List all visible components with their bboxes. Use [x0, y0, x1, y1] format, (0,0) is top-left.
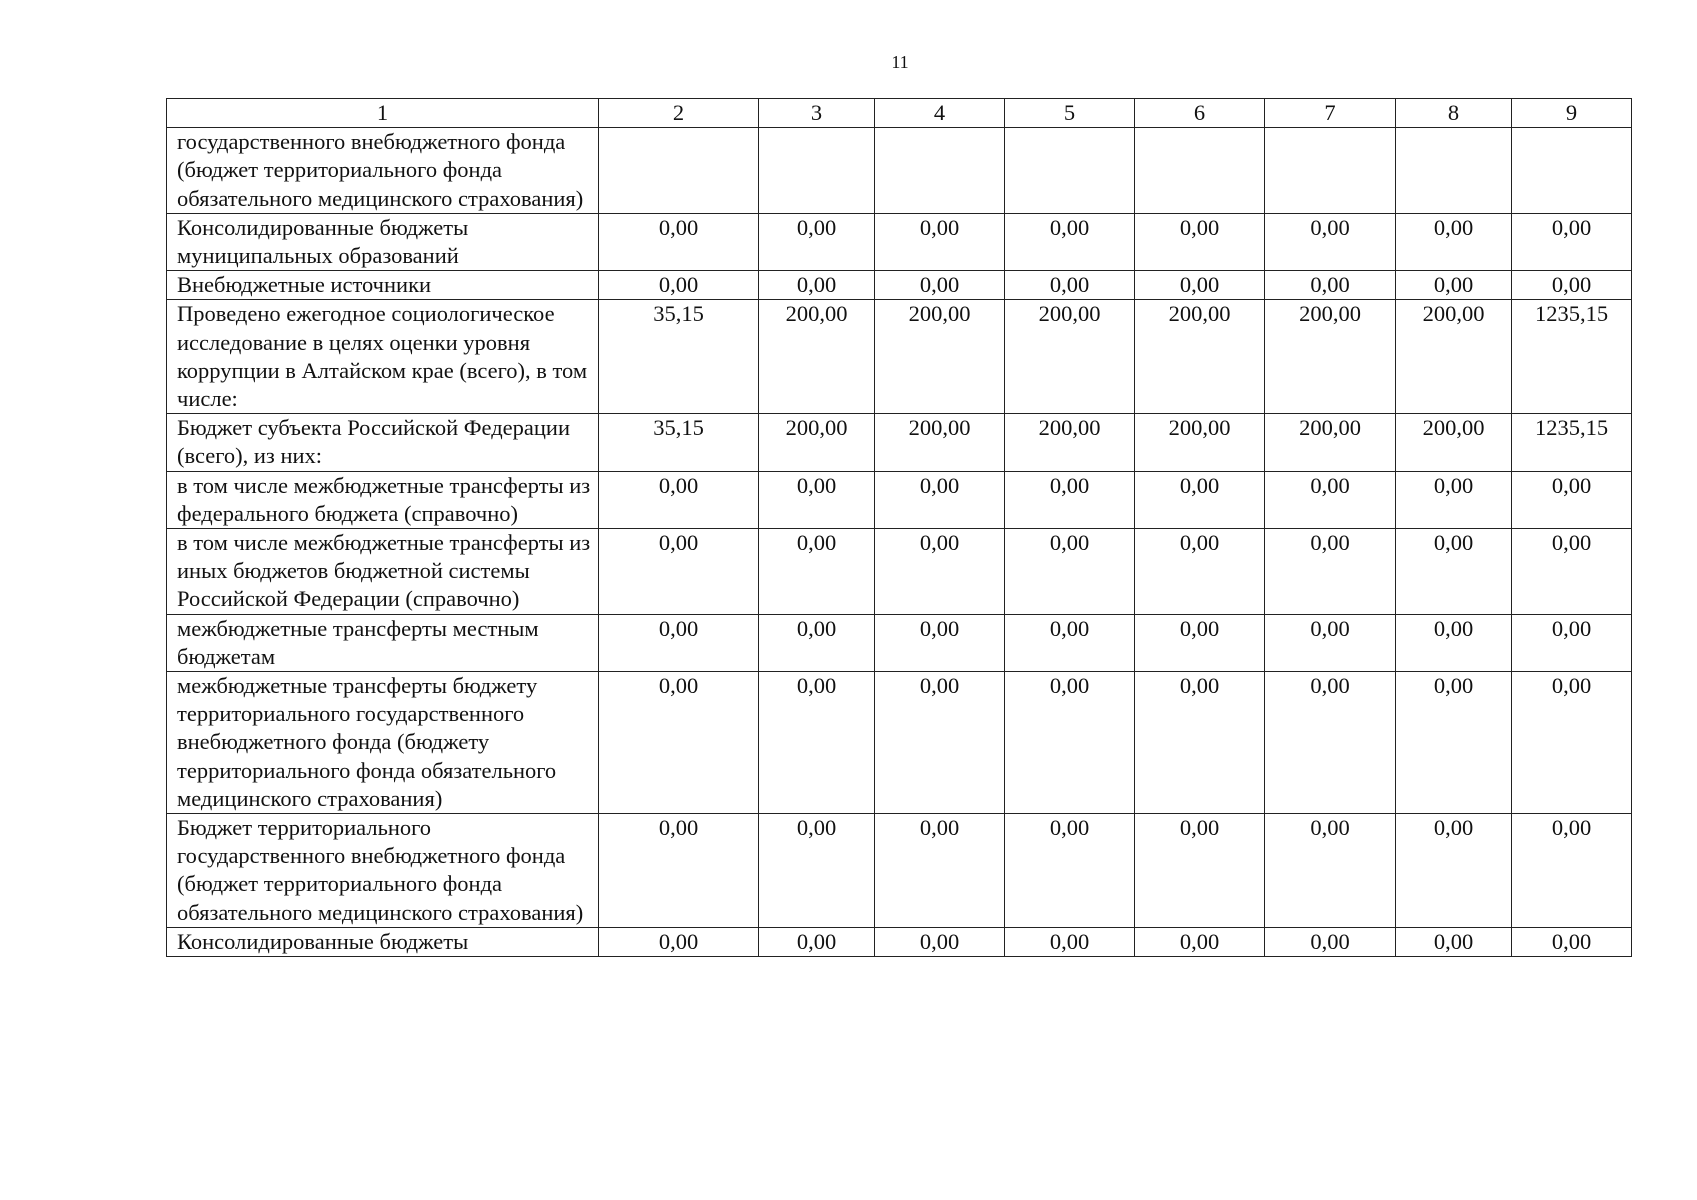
row-label: государственного внебюджетного фонда (бюджет территориального фонда обязательного медицинского страхования) [167, 128, 599, 214]
value-cell: 1235,15 [1512, 414, 1632, 471]
value-cell: 0,00 [1005, 471, 1135, 528]
value-cell: 0,00 [1265, 814, 1396, 928]
value-cell: 0,00 [1512, 529, 1632, 615]
value-cell: 0,00 [599, 672, 759, 814]
value-cell: 0,00 [1135, 529, 1265, 615]
value-cell: 0,00 [599, 529, 759, 615]
row-label: межбюджетные трансферты бюджету территориального государственного внебюджетного фонда (бюджету территориального фонда обязательного медицинского страхования) [167, 672, 599, 814]
value-cell: 0,00 [1135, 672, 1265, 814]
value-cell: 0,00 [1005, 271, 1135, 300]
value-cell: 200,00 [875, 300, 1005, 414]
value-cell [1512, 128, 1632, 214]
value-cell: 0,00 [1396, 529, 1512, 615]
value-cell: 0,00 [599, 927, 759, 956]
row-label: Консолидированные бюджеты [167, 927, 599, 956]
table-row [167, 213, 1632, 270]
value-cell: 0,00 [759, 672, 875, 814]
value-cell: 0,00 [1396, 814, 1512, 928]
value-cell: 0,00 [1396, 927, 1512, 956]
column-header: 2 [599, 99, 759, 128]
table-row [167, 300, 1632, 414]
value-cell: 0,00 [875, 927, 1005, 956]
column-header: 6 [1135, 99, 1265, 128]
value-cell: 200,00 [1135, 300, 1265, 414]
value-cell: 0,00 [1396, 614, 1512, 671]
value-cell: 200,00 [875, 414, 1005, 471]
value-cell: 0,00 [1005, 529, 1135, 615]
table-body [167, 128, 1632, 957]
column-header: 7 [1265, 99, 1396, 128]
value-cell: 0,00 [1265, 471, 1396, 528]
row-label: межбюджетные трансферты местным бюджетам [167, 614, 599, 671]
value-cell: 200,00 [1265, 300, 1396, 414]
value-cell: 0,00 [1005, 814, 1135, 928]
value-cell: 0,00 [759, 927, 875, 956]
value-cell: 0,00 [599, 814, 759, 928]
value-cell: 0,00 [875, 814, 1005, 928]
value-cell: 0,00 [1512, 213, 1632, 270]
table-row [167, 529, 1632, 615]
value-cell: 35,15 [599, 414, 759, 471]
value-cell: 0,00 [875, 529, 1005, 615]
value-cell: 0,00 [1396, 471, 1512, 528]
budget-table [166, 98, 1632, 957]
value-cell [1265, 128, 1396, 214]
value-cell: 200,00 [1265, 414, 1396, 471]
value-cell: 0,00 [759, 213, 875, 270]
row-label: Бюджет субъекта Российской Федерации (всего), из них: [167, 414, 599, 471]
value-cell: 0,00 [1005, 672, 1135, 814]
value-cell: 0,00 [1265, 271, 1396, 300]
value-cell: 0,00 [875, 614, 1005, 671]
row-label: Внебюджетные источники [167, 271, 599, 300]
value-cell: 35,15 [599, 300, 759, 414]
table-row [167, 672, 1632, 814]
value-cell: 0,00 [1512, 672, 1632, 814]
value-cell: 200,00 [1396, 414, 1512, 471]
value-cell: 0,00 [1512, 814, 1632, 928]
value-cell: 0,00 [599, 614, 759, 671]
value-cell: 0,00 [759, 529, 875, 615]
value-cell: 0,00 [759, 814, 875, 928]
value-cell: 0,00 [1265, 529, 1396, 615]
value-cell [599, 128, 759, 214]
table-row [167, 927, 1632, 956]
row-label: в том числе межбюджетные трансферты из иных бюджетов бюджетной системы Российской Федерации (справочно) [167, 529, 599, 615]
value-cell: 0,00 [1265, 672, 1396, 814]
value-cell [1396, 128, 1512, 214]
value-cell: 200,00 [1005, 300, 1135, 414]
value-cell: 0,00 [1265, 614, 1396, 671]
table-row [167, 614, 1632, 671]
row-label: Проведено ежегодное социологическое исследование в целях оценки уровня коррупции в Алтайском крае (всего), в том числе: [167, 300, 599, 414]
value-cell: 0,00 [1135, 213, 1265, 270]
column-header: 1 [167, 99, 599, 128]
value-cell: 0,00 [1135, 927, 1265, 956]
page-number: 11 [891, 52, 909, 72]
value-cell [875, 128, 1005, 214]
value-cell: 0,00 [599, 471, 759, 528]
row-label: Консолидированные бюджеты муниципальных образований [167, 213, 599, 270]
value-cell [1135, 128, 1265, 214]
value-cell: 0,00 [1512, 927, 1632, 956]
table-row [167, 128, 1632, 214]
column-header: 4 [875, 99, 1005, 128]
value-cell: 0,00 [1396, 213, 1512, 270]
table-row [167, 471, 1632, 528]
value-cell: 0,00 [759, 471, 875, 528]
value-cell: 0,00 [1265, 213, 1396, 270]
column-header: 3 [759, 99, 875, 128]
value-cell: 0,00 [599, 271, 759, 300]
value-cell: 0,00 [599, 213, 759, 270]
row-label: Бюджет территориального государственного внебюджетного фонда (бюджет территориального фонда обязательного медицинского страхования) [167, 814, 599, 928]
column-header: 8 [1396, 99, 1512, 128]
value-cell: 0,00 [759, 271, 875, 300]
table-row [167, 271, 1632, 300]
value-cell: 0,00 [1512, 614, 1632, 671]
value-cell: 200,00 [1135, 414, 1265, 471]
value-cell: 200,00 [1005, 414, 1135, 471]
value-cell: 0,00 [1396, 672, 1512, 814]
value-cell: 0,00 [1512, 271, 1632, 300]
value-cell: 0,00 [1005, 614, 1135, 671]
value-cell: 0,00 [875, 271, 1005, 300]
value-cell: 0,00 [1396, 271, 1512, 300]
value-cell [759, 128, 875, 214]
value-cell: 200,00 [759, 300, 875, 414]
column-header: 5 [1005, 99, 1135, 128]
value-cell [1005, 128, 1135, 214]
value-cell: 0,00 [1265, 927, 1396, 956]
value-cell: 0,00 [1135, 271, 1265, 300]
value-cell: 0,00 [875, 213, 1005, 270]
value-cell: 200,00 [1396, 300, 1512, 414]
value-cell: 0,00 [1135, 614, 1265, 671]
table-row [167, 414, 1632, 471]
value-cell: 0,00 [1135, 814, 1265, 928]
value-cell: 0,00 [875, 672, 1005, 814]
value-cell: 0,00 [1005, 927, 1135, 956]
table-row [167, 814, 1632, 928]
value-cell: 0,00 [1512, 471, 1632, 528]
value-cell: 0,00 [875, 471, 1005, 528]
value-cell: 0,00 [1135, 471, 1265, 528]
value-cell: 0,00 [1005, 213, 1135, 270]
value-cell: 0,00 [759, 614, 875, 671]
row-label: в том числе межбюджетные трансферты из федерального бюджета (справочно) [167, 471, 599, 528]
column-header: 9 [1512, 99, 1632, 128]
value-cell: 1235,15 [1512, 300, 1632, 414]
value-cell: 200,00 [759, 414, 875, 471]
header-row [167, 99, 1632, 128]
